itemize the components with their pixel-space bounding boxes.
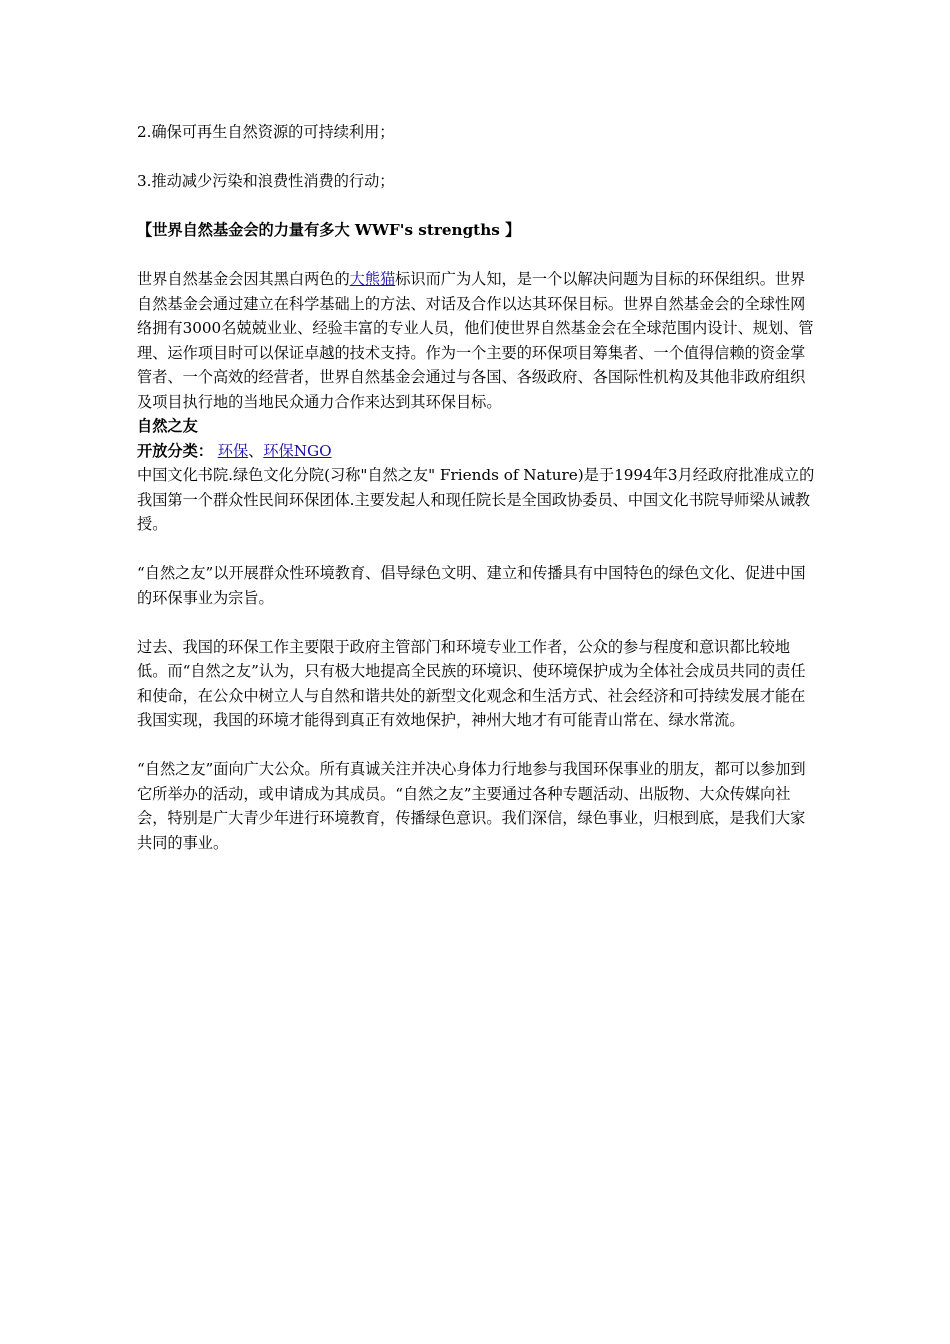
wwf-paragraph: [137, 267, 817, 414]
fon-title: 自然之友: [137, 417, 198, 435]
document-body: [137, 120, 817, 855]
fon-paragraph-2: “自然之友”以开展群众性环境教育、倡导绿色文明、建立和传播具有中国特色的绿色文化、促进中国的环保事业为宗旨。: [137, 564, 806, 607]
fon-paragraph-3: 过去、我国的环保工作主要限于政府主管部门和环境专业工作者，公众的参与程度和意识都比较地低。而“自然之友”认为，只有极大地提高全民族的环境识、使环境保护成为全体社会成员共同的责任和使命，在公众中树立人与自然和谐共处的新型文化观念和生活方式、社会经济和可持续发展才能在我国实现，我国的环境才能得到真正有效地保护，神州大地才有可能青山常在、绿水常流。: [137, 637, 806, 729]
category-separator: 、: [248, 441, 264, 460]
category-label: 开放分类：: [137, 441, 213, 460]
goal-item-2: 2.确保可再生自然资源的可持续利用；: [137, 123, 395, 141]
category-link-environment[interactable]: 环保: [217, 441, 249, 460]
goal-item-3: 3.推动减少污染和浪费性消费的行动；: [137, 172, 395, 190]
fon-paragraph-1: 中国文化书院.绿色文化分院(习称"自然之友" Friends of Nature)是于1994年3月经政府批准成立的我国第一个群众性民间环保团体.主要发起人和现任院长是全国政协委员、中国文化书院导师梁从诫教授。: [137, 466, 815, 533]
panda-link[interactable]: 大熊猫: [349, 270, 396, 288]
category-link-ngo[interactable]: 环保NGO: [263, 441, 332, 460]
wwf-text-before-link: 世界自然基金会因其黑白两色的: [137, 270, 350, 288]
open-category-line: [137, 439, 817, 464]
wwf-text-after-link: 标识而广为人知，是一个以解决问题为目标的环保组织。世界自然基金会通过建立在科学基础上的方法、对话及合作以达其环保目标。世界自然基金会的全球性网络拥有3000名兢兢业业、经验丰富的专业人员，他们使世界自然基金会在全球范围内设计、规划、管理、运作项目时可以保证卓越的技术支持。作为一个主要的环保项目筹集者、一个值得信赖的资金掌管者、一个高效的经营者，世界自然基金会通过与各国、各级政府、各国际性机构及其他非政府组织及项目执行地的当地民众通力合作来达到其环保目标。: [137, 270, 814, 411]
wwf-strengths-heading: 【世界自然基金会的力量有多大 WWF's strengths 】: [137, 221, 521, 239]
fon-paragraph-4: “自然之友”面向广大公众。所有真诚关注并决心身体力行地参与我国环保事业的朋友，都可以参加到它所举办的活动，或申请成为其成员。“自然之友”主要通过各种专题活动、出版物、大众传媒向社会，特别是广大青少年进行环境教育，传播绿色意识。我们深信，绿色事业，归根到底，是我们大家共同的事业。: [137, 760, 806, 852]
